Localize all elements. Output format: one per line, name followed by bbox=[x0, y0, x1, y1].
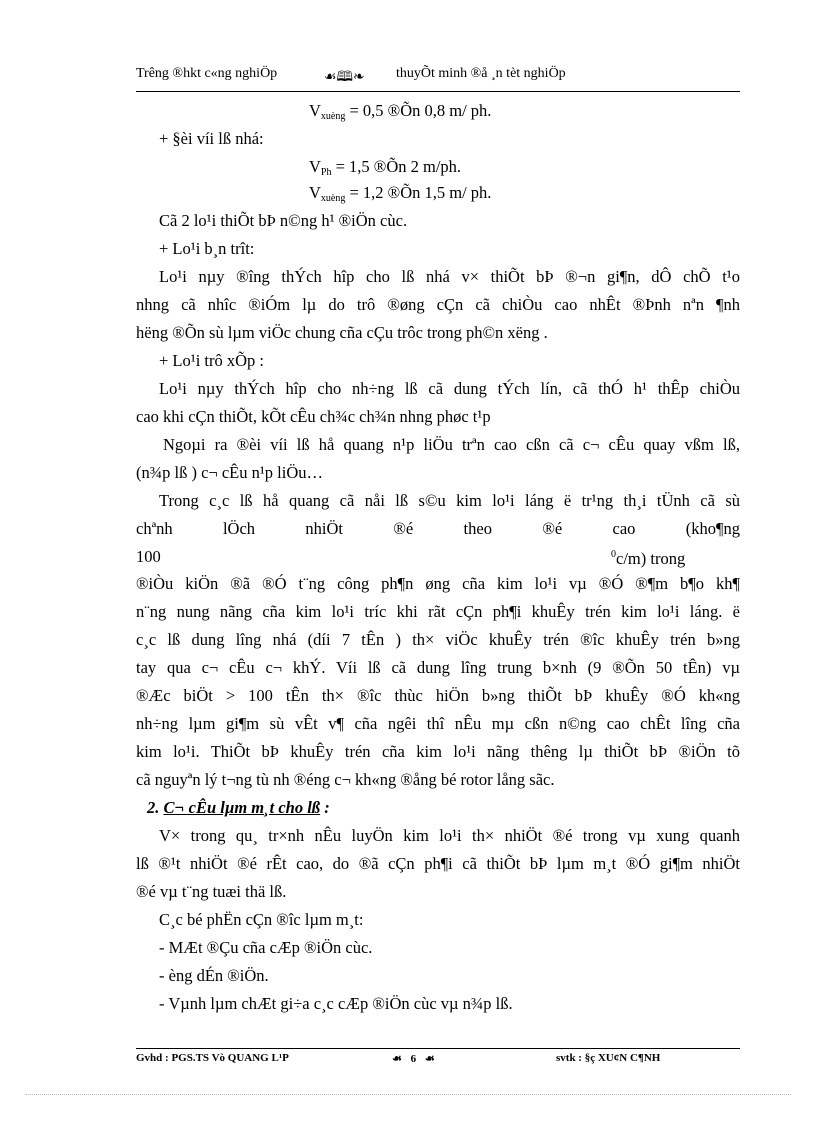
paragraph-line: + Lo¹i b¸n trît: bbox=[159, 239, 255, 258]
footer-page-number bbox=[392, 1052, 435, 1065]
paragraph-line: kim lo¹i. ThiÕt bÞ khuÊy trén cña kim lo¹i nãng thêng lµ thiÕt bÞ ®iÖn tõ bbox=[136, 742, 740, 761]
paragraph-line: cã nguyªn lý t¬ng tù nh ®éng c¬ kh«ng ®ång bé rotor lång sãc. bbox=[136, 770, 555, 789]
page-number: 6 bbox=[410, 1053, 417, 1065]
header-ornament: ☙🕮❧ bbox=[324, 70, 365, 85]
formula-v-down-1: $V_{xuèng} = 0,5$ ®Õn 0,8 m/ ph. bbox=[309, 101, 492, 122]
paragraph-line: chªnh lÖch nhiÖt ®é theo ®é cao (kho¶ng bbox=[136, 519, 740, 538]
paragraph-line: ®iÒu kiÖn ®ã ®Ó t¨ng công ph¶n øng cña kim lo¹i vµ ®Ó ®¶m b¶o kh¶ bbox=[136, 574, 740, 593]
paragraph-line: (n¾p lß ) c¬ cÊu n¹p liÖu… bbox=[136, 463, 324, 482]
paragraph-line: c¸c lß dung lîng nhá (díi 7 tÊn ) th× viÖc khuÊy trén ®îc khuÊy trén b»ng bbox=[136, 630, 740, 649]
header-right-text: thuyÕt minh ®å ¸n tèt nghiÖp bbox=[396, 66, 566, 81]
paragraph-line: cao khi cÇn thiÕt, kÕt cÊu ch¾c ch¾n nhng phøc t¹p bbox=[136, 407, 491, 426]
footer-student: svtk : §ç XU¢N C¶NH bbox=[556, 1052, 661, 1064]
page-mark-right: ☙ bbox=[424, 1053, 435, 1065]
paragraph-line: lß ®¹t nhiÖt ®é rÊt cao, do ®ã cÇn ph¶i cã thiÕt bÞ lµm m¸t ®Ó gi¶m nhiÖt bbox=[136, 854, 740, 873]
page-mark-left: ☙ bbox=[392, 1053, 402, 1065]
header-left-text: Trêng ®hkt c«ng nghiÖp bbox=[136, 66, 278, 81]
paragraph-line: ®Æc biÖt > 100 tÊn th× ®îc thùc hiÖn b»ng thiÕt bÞ khuÊy ®Ó kh«ng bbox=[136, 686, 740, 705]
paragraph-line: C¸c bé phËn cÇn ®îc lµm m¸t: bbox=[159, 910, 364, 929]
paragraph-line: Lo¹i nµy ®îng thÝch hîp cho lß nhá v× thiÕt bÞ ®¬n gi¶n, dÔ chÕ t¹o bbox=[159, 267, 740, 286]
section-heading: 2. C¬ cÊu lµm m¸t cho lß : bbox=[147, 798, 330, 817]
list-item: - MÆt ®Çu cña cÆp ®iÖn cùc. bbox=[159, 938, 373, 957]
header-rule bbox=[136, 91, 740, 92]
paragraph-line: Ngoµi ra ®èi víi lß hå quang n¹p liÖu trªn cao cßn cã c¬ cÊu quay vßm lß, bbox=[163, 435, 740, 454]
paragraph-line: n¨ng nung nãng cña kim lo¹i tríc khi rãt cÇn ph¶i khuÊy trén kim lo¹i láng. ë bbox=[136, 602, 740, 621]
paragraph-line: hëng ®Õn sù lµm viÖc chung cña cÇu trôc trong ph©n xëng . bbox=[136, 323, 548, 342]
paragraph-line: tay qua c¬ cÊu c¬ khÝ. Víi lß cã dung lîng trung b×nh (9 ®Õn 50 tÊn) vµ bbox=[136, 658, 740, 677]
paragraph-line: 100 bbox=[136, 547, 161, 566]
paragraph-line: nhng cã nhîc ®iÓm lµ do trô ®øng cÇn cã chiÒu cao nhÊt ®Þnh nªn ¶nh bbox=[136, 295, 740, 314]
paragraph-line: Lo¹i nµy thÝch hîp cho nh÷ng lß cã dung tÝch lín, cã thÓ h¹ thÊp chiÒu bbox=[159, 379, 740, 398]
paragraph-line-fragment: $^0$c/m) trong bbox=[611, 549, 686, 568]
paragraph-line: ®é vµ t¨ng tuæi thä lß. bbox=[136, 882, 287, 901]
footer-advisor: Gvhd : PGS.TS Vò QUANG L¹P bbox=[136, 1052, 289, 1064]
list-item: - Vµnh lµm chÆt gi÷a c¸c cÆp ®iÖn cùc vµ n¾p lß. bbox=[159, 994, 513, 1013]
paragraph-line: V× trong qu¸ tr×nh nÊu luyÖn kim lo¹i th× nhiÖt ®é trong vµ xung quanh bbox=[159, 826, 740, 845]
paragraph-line: Trong c¸c lß hå quang cã nåi lß s©u kim lo¹i láng ë tr¹ng th¸i tÜnh cã sù bbox=[159, 491, 740, 510]
page-bottom-divider bbox=[25, 1094, 791, 1095]
paragraph-line: + Lo¹i trô xÕp : bbox=[159, 351, 264, 370]
paragraph-line: Cã 2 lo¹i thiÕt bÞ n©ng h¹ ®iÖn cùc. bbox=[159, 211, 408, 230]
formula-v-ph: $V_{Ph} = 1,5$ ®Õn 2 m/ph. bbox=[309, 157, 462, 178]
paragraph-line: nh÷ng lµm gi¶m sù vÊt v¶ cña ngêi thî nÊu mµ cßn n©ng cao chÊt lîng cña bbox=[136, 714, 740, 733]
formula-v-down-2: $V_{xuèng} = 1,2$ ®Õn 1,5 m/ ph. bbox=[309, 183, 492, 204]
paragraph-line: + §èi víi lß nhá: bbox=[159, 129, 264, 148]
footer-rule bbox=[136, 1048, 740, 1049]
list-item: - èng dÉn ®iÖn. bbox=[159, 966, 269, 985]
